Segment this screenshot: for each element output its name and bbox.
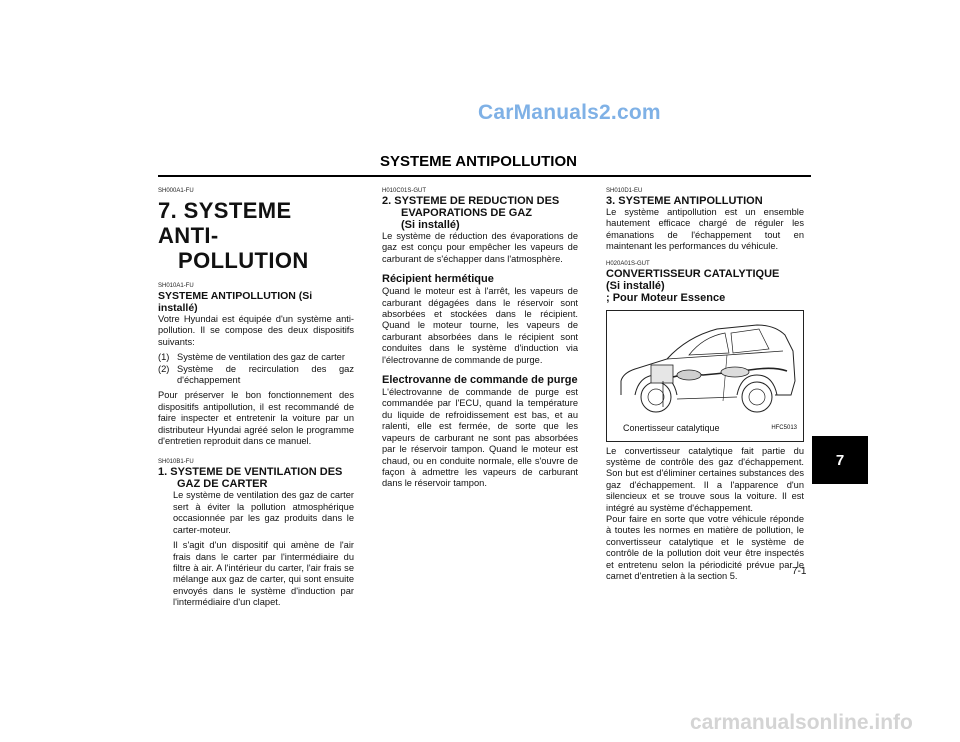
subheading: Récipient hermétique [382, 273, 494, 286]
car-window [731, 329, 769, 353]
paragraph: Il s'agit d'un dispositif qui amène de l'air frais dans le carter par l'intermédiaire du filtre à air. A l'intérieur du carter, l'air frais se mélange aux gaz de carter, qui sont ensuite envoyés dans le système d'induction par l'intermédiaire d'un clapet. [173, 540, 354, 608]
paragraph: Le convertisseur catalytique fait partie du système de contrôle des gaz d'échappement. Son but est d'éliminer certaines substances des gaz d'échappement. Il a l'apparence d'un silencieux et se trouve sous la voiture. Il est intégré au système d'échappement. [606, 445, 804, 513]
car-roof-line [667, 351, 783, 359]
paragraph: Le système de ventilation des gaz de carter sert à éviter la pollution atmosphérique occasionnée par les gaz produits dans le carter-moteur. [173, 490, 354, 535]
car-door-line [723, 355, 727, 401]
section-number: 2. [382, 195, 392, 207]
list-text: Système de ventilation des gaz de carter [177, 352, 345, 363]
section-heading-line1: SYSTEME DE VENTILATION DES [170, 466, 343, 479]
section-heading-line3: ; Pour Moteur Essence [606, 291, 726, 304]
figure-code: HFC5013 [771, 425, 797, 432]
section-heading: 3. SYSTEME ANTIPOLLUTION [606, 195, 763, 207]
figure-label: Conertisseur catalytique [623, 423, 720, 434]
paragraph: Le système de réduction des évaporations de gaz est conçu pour empêcher les vapeurs de carburant de s'échapper dans l'atmosphère. [382, 231, 578, 264]
column-right [606, 188, 807, 583]
chapter-tab: 7 [812, 436, 868, 484]
paragraph: L'électrovanne de commande de purge est commandée par l'ECU, quand la température du liquide de refroidissement est bas, et au ralenti, elle est fermée, de sorte que les vapeurs de carburant ne sont pas absorbées par le réservoir tampon. Quand le moteur est chaud, ou en conduite normale, elle s'ouvre de façon à admettre les vapeurs de carburant dans le réservoir tampon. [382, 387, 578, 489]
list-item [158, 352, 354, 363]
chapter-title [158, 198, 354, 273]
engine-block [651, 365, 673, 383]
paragraph: Pour faire en sorte que votre véhicule réponde à toutes les normes en matière de pollution, le convertisseur catalytique et le système de contrôle de la pollution doit veur être inspectés et entretenu selon la périodicité prévue par le carnet d'entretien à la section 5. [606, 514, 804, 582]
section-heading-line1: SYSTEME DE REDUCTION DES [394, 195, 560, 207]
paragraph: Le système antipollution est un ensemble hautement efficace chargé de réguler les émanations de l'échappement tout en maintenant les performances du véhicule. [606, 207, 804, 252]
section-code: SH010A1-FU [158, 283, 194, 289]
front-wheel-hub [648, 389, 664, 405]
section-heading-line2: GAZ DE CARTER [177, 478, 268, 491]
section-heading-line1: CONVERTISSEUR CATALYTIQUE [606, 267, 780, 280]
front-wheel [641, 382, 671, 412]
section-code: H010C01S-GUT [382, 188, 427, 194]
section-code: SH000A1-FU [158, 188, 194, 194]
list-text: Système de recirculation des gaz d'échappement [177, 363, 354, 386]
subheading: Electrovanne de commande de purge [382, 374, 578, 387]
watermark-top: CarManuals2.com [478, 101, 661, 124]
muffler-shape [721, 367, 749, 377]
car-rocker-line [677, 397, 737, 399]
list-number: (1) [158, 352, 170, 363]
page-number: 7-1 [792, 566, 807, 577]
column-middle [382, 188, 578, 490]
section-code: SH010D1-EU [606, 188, 643, 194]
car-window [689, 333, 729, 355]
section-heading-line2: EVAPORATIONS DE GAZ [401, 207, 532, 219]
section-code: SH010B1-FU [158, 459, 194, 466]
section-heading [382, 195, 578, 231]
watermark-bottom: carmanualsonline.info [690, 711, 913, 734]
catalytic-converter-figure [606, 310, 804, 442]
list-item [158, 364, 354, 387]
rear-wheel-hub [749, 389, 765, 405]
header-rule [158, 175, 811, 177]
paragraph: Quand le moteur est à l'arrêt, les vapeurs de carburant dégagées dans le réservoir sont absorbées et stockées dans le récipient. Quand le moteur tourne, les vapeurs de carburant absorbées dans le récipient sont conduites dans le système d'induction via l'électrovanne de commande de purge. [382, 286, 578, 365]
rear-wheel [742, 382, 772, 412]
paragraph: Votre Hyundai est équipée d'un système anti-pollution. Il se compose des deux dispositifs suivants: [158, 314, 354, 347]
section-heading: SYSTEME ANTIPOLLUTION (Si installé) [158, 290, 313, 314]
catalytic-converter-shape [677, 370, 701, 380]
paragraph: Pour préserver le bon fonctionnement des dispositifs antipollution, il est recommandé de faire inspecter et entretenir la voiture par un distributeur Hyundai agréé selon le programme d'entretien reproduit dans ce manuel. [158, 390, 354, 447]
chapter-title-line1: 7. SYSTEME ANTI- [158, 198, 292, 248]
page-header-title: SYSTEME ANTIPOLLUTION [380, 153, 577, 170]
column-left [158, 188, 354, 609]
section-heading [158, 466, 354, 490]
list-number: (2) [158, 363, 170, 374]
section-heading [606, 268, 804, 304]
section-heading-line3: (Si installé) [401, 219, 460, 231]
section-heading-line2: (Si installé) [606, 279, 665, 292]
chapter-title-line2: POLLUTION [178, 248, 309, 273]
section-code: H020A01S-GUT [606, 260, 650, 267]
car-illustration [607, 311, 803, 441]
section-number: 1. [158, 466, 168, 479]
